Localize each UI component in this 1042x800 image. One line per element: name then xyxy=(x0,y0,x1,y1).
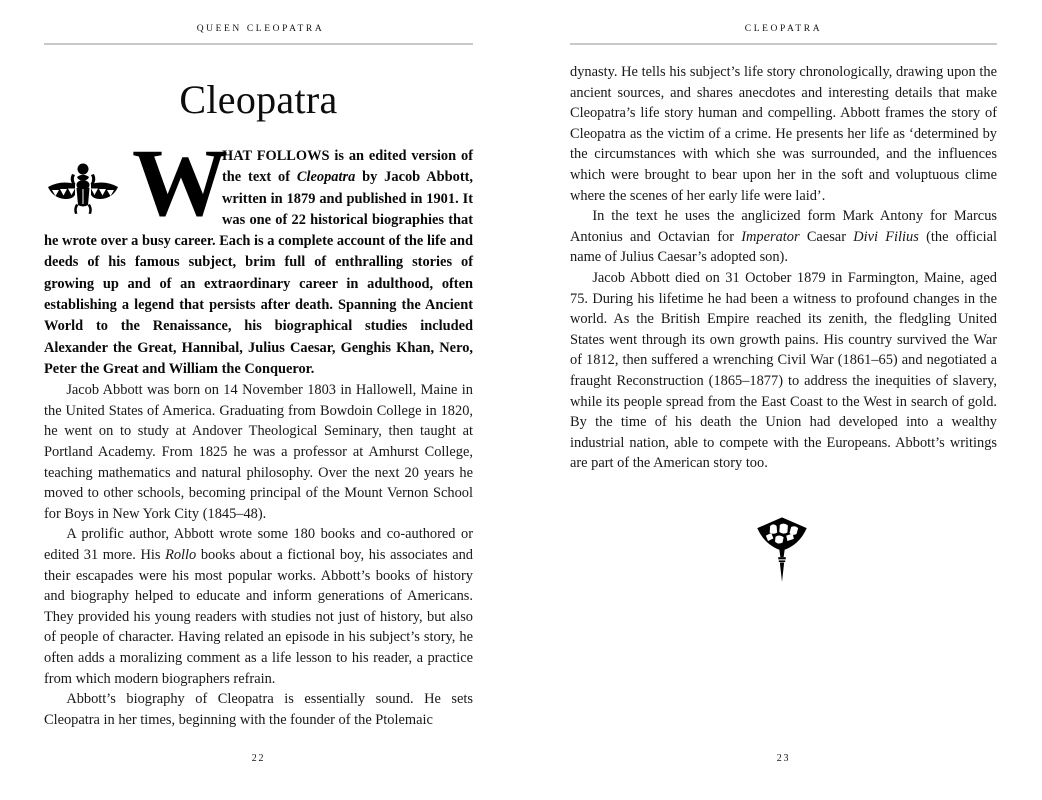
recto-continuation-paragraph: dynasty. He tells his subject’s life story chronologically, drawing upon the ancient sources, and shares anecdotes and interesting details that make Cleopatra’s life story human and compelling. Abbott frames the story of Cleopatra as the victim of a crime. He presents her life as ‘determined by the circumstances with which she was surrounded, and the influences which were brought to bear upon her in the soft and voluptuous clime where the scenes of her early life were laid’. xyxy=(570,64,997,204)
verso-text-column xyxy=(44,120,473,730)
verso-paragraph-2 xyxy=(44,524,473,689)
header-rule-verso xyxy=(44,43,473,45)
antony-before-italic: In the text he uses the anglicized form Mark Antony for Marcus Antonius and Octavian for xyxy=(570,208,997,245)
para2-after-italic: books about a fictional boy, his associates and their escapades were his most popular works. Abbott’s books of history and biography helped to educate and inform generations of Americans. They provided his young readers with studies not just of history, but also of people of character. Having related an episode in his subject’s story, he often adds a moralizing comment as a life lesson to his reader, a practice from which modern biographers refrain. xyxy=(44,547,473,687)
antony-after-italic: (the official name of Julius Caesar’s adopted son). xyxy=(570,228,997,266)
para2-italic-rollo: Rollo xyxy=(165,547,197,564)
antony-italic-imperator: Imperator xyxy=(741,228,800,245)
antony-middle: Caesar xyxy=(799,228,854,245)
running-head-verso: QUEEN CLEOPATRA xyxy=(196,24,325,34)
running-head-recto: CLEOPATRA xyxy=(744,24,823,34)
chapter-title: Cleopatra xyxy=(179,77,338,122)
folio-verso: 22 xyxy=(251,753,266,764)
lead-italic-title: Cleopatra xyxy=(296,169,356,186)
lead-opening: HAT FOLLOWS is an edited version of the text of xyxy=(222,148,473,186)
verso-paragraph-3: Abbott’s biography of Cleopatra is essentially sound. He sets Cleopatra in her times, beginning with the founder of the Ptolemaic xyxy=(44,691,473,728)
end-ornament-wrapper xyxy=(521,512,1042,588)
header-rule-recto xyxy=(570,43,997,45)
lead-rest: by Jacob Abbott, written in 1879 and published in 1901. It was one of 22 historical biographies that he wrote over a busy career. Each is a complete account of the life and deeds of his famous subject, brim full of enthralling stories of growing up and of an extraordinary career in adulthood, often establishing a legend that persists after death. Spanning the Ancient World to the Renaissance, his biographical studies included Alexander the Great, Hannibal, Julius Caesar, Genghis Khan, Nero, Peter the Great and William the Conqueror. xyxy=(44,169,473,377)
recto-page xyxy=(521,0,1042,800)
recto-text-column xyxy=(570,62,997,474)
opening-block xyxy=(44,129,473,380)
egyptian-fan-icon xyxy=(755,512,809,588)
verso-paragraph-1: Jacob Abbott was born on 14 November 1803 in Hallowell, Maine in the United States of America. Graduating from Bowdoin College in 1820, he went on to study at Andover Theological Seminary, then taught at Portland Academy. From 1825 he was a professor at Amhurst College, teaching mathematics and natural philosophy. Over the next 20 years he moved to other schools, becoming principal of the Mount Vernon School for Boys in New York City (1845–48). xyxy=(44,382,473,522)
folio-recto: 23 xyxy=(776,753,791,764)
recto-paragraph-antony xyxy=(570,206,997,268)
recto-paragraph-death: Jacob Abbott died on 31 October 1879 in Farmington, Maine, aged 75. During his lifetime he had been a witness to profound changes in the world. As the British Empire reached its zenith, the fledgling United States went through its own growth pains. His country survived the War of 1812, then suffered a wrenching Civil War (1861–65) and negotiated a fraught Reconstruction (1865–1877) to address the inequities of slavery, while its people spread from the East Coast to the West in search of gold. By the time of his death the Union had developed into a wealthy industrial nation, able to compete with the Europeans. Abbott’s writings are part of the American story too. xyxy=(570,269,997,472)
winged-scarab-icon xyxy=(46,160,120,216)
para2-before-italic: A prolific author, Abbott wrote some 180 books and co-authored or edited 31 more. His xyxy=(44,526,473,564)
antony-italic-divi-filius: Divi Filius xyxy=(853,228,919,245)
drop-cap-letter: W xyxy=(132,129,228,236)
dropcap-wrapper xyxy=(44,129,228,236)
